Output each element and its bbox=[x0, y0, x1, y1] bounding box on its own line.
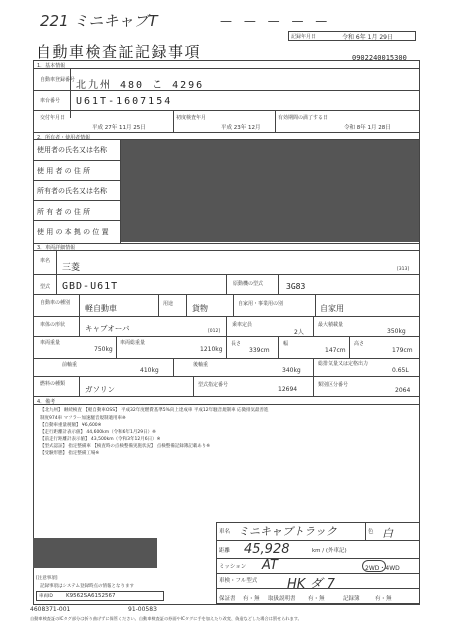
record-date: 令和 6年 1月 29日 bbox=[342, 34, 393, 41]
remark-line-1: 制度974車 マフラー加速騒音規制適用車※ bbox=[40, 416, 126, 421]
displacement: 0.65L bbox=[392, 367, 409, 374]
remark-line-0: 【北九州】 継続検査 【軽自動車OSS】 平成32年度燃費基準5%向上達成車 平成12年騒音規制車 応微排気最善進 bbox=[40, 408, 269, 413]
class-no-label: 類別区分番号 bbox=[318, 382, 349, 388]
first-reg: 平成 23年 12月 bbox=[221, 125, 261, 131]
sticker-mission: AT bbox=[262, 558, 278, 573]
remark-line-4: 【前走行距離計表示値】 43,500km（令和3年12月6日）※ bbox=[40, 437, 161, 442]
kind-label: 自動車の種別 bbox=[40, 300, 71, 306]
length: 339cm bbox=[249, 347, 270, 354]
sticker-full-model: HK ダ 7 bbox=[287, 577, 335, 592]
sticker-drive-circle bbox=[362, 560, 386, 572]
body-shape: キャブオーバ bbox=[85, 324, 130, 333]
sticker-color: 白 bbox=[382, 527, 393, 540]
vehicle-id: K9562SA6152567 bbox=[66, 593, 116, 599]
use-label: 用途 bbox=[163, 301, 174, 307]
gross-label: 車両総重量 bbox=[120, 340, 146, 346]
issue-label: 交付年月日 bbox=[40, 115, 66, 121]
lower-redaction bbox=[33, 538, 157, 568]
type-label: 型式 bbox=[40, 284, 51, 290]
kind: 軽自動車 bbox=[85, 304, 117, 313]
code-left: 4608371-001 bbox=[30, 606, 71, 613]
rear-axle: 340kg bbox=[282, 367, 301, 374]
sticker-mission-label: ミッション bbox=[219, 564, 247, 570]
model-no: 12694 bbox=[278, 386, 298, 393]
sticker-name-label: 車名 bbox=[219, 529, 231, 535]
remark-line-6: 【受験形態】 指定整備工場※ bbox=[40, 451, 100, 456]
maker: 三菱 bbox=[62, 263, 81, 273]
sticker-warranty-label: 保証書 bbox=[219, 596, 236, 602]
record-date-label: 記録年月日 bbox=[291, 34, 317, 40]
weight-label: 車両重量 bbox=[40, 340, 61, 346]
use: 貨物 bbox=[192, 304, 208, 313]
engine-label: 原動機の型式 bbox=[233, 281, 264, 287]
section3-title: 3．車両詳細情報 bbox=[37, 245, 76, 251]
info-text: 記録事項はシステム登録時点の情報となります bbox=[40, 584, 135, 589]
footer-note: 自動車検査証のICタグ部分は折り曲げずに保管ください。自動車検査証の券面やICタグに手を加えたり改変、偽造などした場合は罰せられます。 bbox=[30, 616, 302, 621]
sticker-mileage-label: 距離 bbox=[219, 548, 231, 554]
body-code: [012] bbox=[208, 329, 221, 334]
width-label: 幅 bbox=[283, 341, 289, 347]
section4-title: 4．備考 bbox=[37, 399, 56, 405]
remark-line-5: 【型式認証】 指定整備車 【検査時の点検整備実施状況】 点検整備記録簿記載あり※ bbox=[40, 444, 211, 449]
remark-line-2: 【自動車重量税額】 ¥6,600※ bbox=[40, 423, 102, 428]
fuel-label: 燃料の種類 bbox=[40, 381, 66, 387]
vehicle-id-label: 車両ID bbox=[39, 594, 53, 599]
body-label: 車体の形状 bbox=[40, 322, 66, 328]
capacity: 2人 bbox=[294, 329, 304, 336]
weight: 750kg bbox=[94, 346, 113, 353]
info-label: [注意事項] bbox=[36, 576, 58, 581]
chassis-label: 車台番号 bbox=[40, 98, 61, 104]
handwritten-note: 221 ミニキャブT bbox=[40, 12, 158, 30]
fuel: ガソリン bbox=[85, 385, 115, 394]
rear-axle-label: 後軸重 bbox=[193, 362, 209, 368]
owner-row-2: 所有者の氏名又は名称 bbox=[37, 187, 107, 195]
model-type: GBD-U61T bbox=[62, 281, 119, 292]
gross: 1210kg bbox=[200, 346, 223, 353]
sticker-name: ミニキャブトラック bbox=[238, 525, 337, 538]
expiry: 令和 8年 1月 28日 bbox=[344, 125, 391, 131]
purpose-label: 自家用・事業用の別 bbox=[238, 301, 284, 307]
sticker-color-label: 色 bbox=[368, 529, 374, 535]
sticker-warranty: 有・無 bbox=[243, 596, 260, 602]
sticker-mileage-unit: km / (外車記) bbox=[312, 548, 347, 554]
handwritten-dashes: — — — — — bbox=[220, 14, 332, 28]
purpose: 自家用 bbox=[320, 304, 344, 313]
owner-row-1: 使 用 者 の 住 所 bbox=[37, 167, 91, 175]
length-label: 長さ bbox=[231, 341, 242, 347]
front-axle-label: 前軸重 bbox=[62, 362, 78, 368]
document-number: 0902240015300 bbox=[352, 54, 407, 62]
document-title: 自動車検査証記録事項 bbox=[36, 43, 202, 61]
sticker-record-label: 記録簿 bbox=[343, 596, 360, 602]
section2-title: 2．所有者・使用者情報 bbox=[37, 135, 91, 141]
width: 147cm bbox=[325, 347, 346, 354]
reg-no-label: 自動車登録番号 bbox=[40, 77, 76, 83]
code-right: 91-00583 bbox=[128, 606, 157, 613]
owner-row-4: 使 用 の 本 拠 の 位 置 bbox=[37, 228, 109, 236]
class-no: 2064 bbox=[395, 387, 411, 394]
sticker-manual-label: 取扱説明書 bbox=[268, 596, 296, 602]
displacement-label: 総排気量又は定格出力 bbox=[318, 361, 369, 367]
first-reg-label: 初度検査年月 bbox=[176, 115, 207, 121]
owner-row-3: 所 有 者 の 住 所 bbox=[37, 208, 91, 216]
sticker-manual: 有・無 bbox=[308, 596, 325, 602]
sticker-drive: 2WD・4WD bbox=[365, 565, 400, 572]
max-load: 350kg bbox=[387, 328, 406, 335]
chassis: U61T-1607154 bbox=[76, 96, 173, 107]
sticker-full-model-label: 車検・フル型式 bbox=[219, 578, 258, 584]
remark-line-3: 【走行距離計表示値】 44,600km（令和6年1月29日）※ bbox=[40, 430, 156, 435]
sticker-mileage: 45,928 bbox=[244, 542, 290, 557]
issue: 平成 27年 11月 25日 bbox=[92, 125, 146, 131]
engine: 3G83 bbox=[286, 282, 306, 291]
expiry-label: 有効期間の満了する日 bbox=[278, 115, 329, 121]
owner-row-0: 使用者の氏名又は名称 bbox=[37, 146, 107, 154]
model-no-label: 型式指定番号 bbox=[198, 382, 229, 388]
height-label: 高さ bbox=[354, 341, 365, 347]
front-axle: 410kg bbox=[140, 367, 159, 374]
maker-code: [313] bbox=[397, 267, 410, 272]
maker-label: 車名 bbox=[40, 258, 51, 264]
capacity-label: 乗車定員 bbox=[232, 322, 253, 328]
height: 179cm bbox=[392, 347, 413, 354]
sticker-record: 有・無 bbox=[375, 596, 392, 602]
section1-title: 1．基本情報 bbox=[37, 63, 66, 69]
reg-no: 北九州 480 こ 4296 bbox=[76, 80, 205, 91]
max-load-label: 最大積載量 bbox=[318, 322, 344, 328]
owner-redaction bbox=[121, 140, 419, 242]
